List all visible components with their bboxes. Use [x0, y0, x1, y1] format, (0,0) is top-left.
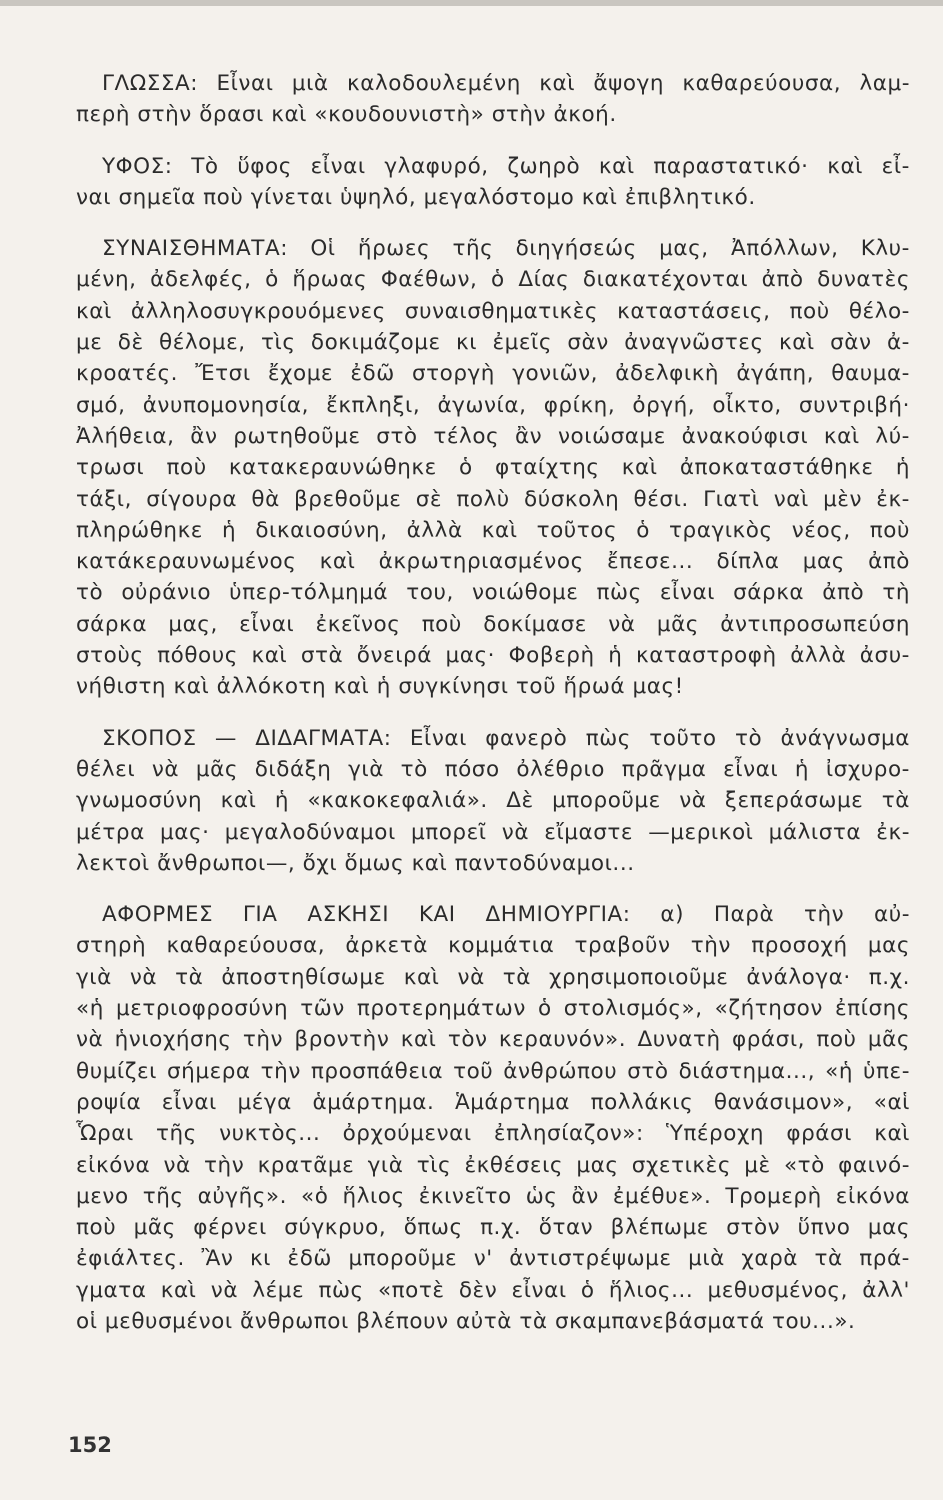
text-line: γνωμοσύνη καὶ ἡ «κακοκεφαλιά». Δὲ μποροῦμε νὰ ξεπεράσωμε τὰ: [76, 788, 910, 814]
text-line: «ἡ μετριοφροσύνη τῶν προτερημάτων ὁ στολισμός», «ζήτησον ἐπίσης: [76, 996, 910, 1022]
page-number: 152: [68, 1433, 112, 1457]
text-line: ΑΦΟΡΜΕΣ ΓΙΑ ΑΣΚΗΣΙ ΚΑΙ ΔΗΜΙΟΥΡΓΙΑ: α) Παρὰ τὴν αὐ-: [102, 902, 910, 928]
text-line: ροψία εἶναι μέγα ἁμάρτημα. Ἁμάρτημα πολλάκις θανάσιμον», «αἱ: [76, 1089, 910, 1115]
text-line: καὶ ἀλληλοσυγκρουόμενες συναισθηματικὲς καταστάσεις, ποὺ θέλο-: [76, 298, 910, 324]
text-line: ποὺ μᾶς φέρνει σύγκρυο, ὅπως π.χ. ὅταν βλέπωμε στὸν ὕπνο μας: [76, 1215, 910, 1241]
text-line: γματα καὶ νὰ λέμε πὼς «ποτὲ δὲν εἶναι ὁ ἥλιος... μεθυσμένος, ἀλλ': [76, 1277, 910, 1303]
text-line: τὸ οὐράνιο ὑπερ-τόλμημά του, νοιώθομε πὼς εἶναι σάρκα ἀπὸ τὴ: [76, 580, 910, 606]
text-line: ναι σημεῖα ποὺ γίνεται ὑψηλό, μεγαλόστομο καὶ ἐπιβλητικό.: [76, 184, 756, 210]
document-page: [76, 68, 910, 1337]
text-line: στηρὴ καθαρεύουσα, ἀρκετὰ κομμάτια τραβοῦν τὴν προσοχή μας: [76, 933, 910, 959]
text-line: ΥΦΟΣ: Τὸ ὕφος εἶναι γλαφυρό, ζωηρὸ καὶ παραστατικό· καὶ εἶ-: [102, 153, 910, 179]
text-line: εἰκόνα νὰ τὴν κρατᾶμε γιὰ τὶς ἐκθέσεις μας σχετικὲς μὲ «τὸ φαινό-: [76, 1152, 910, 1178]
text-line: ἐφιάλτες. Ἂν κι ἐδῶ μποροῦμε ν' ἀντιστρέψωμε μιὰ χαρὰ τὰ πρά-: [76, 1246, 910, 1272]
text-line: με δὲ θέλομε, τὶς δοκιμάζομε κι ἐμεῖς σὰν ἀναγνῶστες καὶ σὰν ἀ-: [76, 330, 910, 356]
text-line: μέτρα μας· μεγαλοδύναμοι μπορεῖ νὰ εἴμαστε —μερικοὶ μάλιστα ἐκ-: [76, 819, 910, 845]
text-line: γιὰ νὰ τὰ ἀποστηθίσωμε καὶ νὰ τὰ χρησιμοποιοῦμε ἀνάλογα· π.χ.: [76, 964, 910, 990]
text-line: νὰ ἡνιοχήσης τὴν βροντὴν καὶ τὸν κεραυνόν». Δυνατὴ φράσι, ποὺ μᾶς: [76, 1027, 910, 1053]
text-line: λεκτοὶ ἄνθρωποι—, ὄχι ὅμως καὶ παντοδύναμοι...: [76, 850, 635, 876]
page-top-edge: [0, 0, 943, 6]
paragraph-style: [76, 151, 910, 214]
text-line: πληρώθηκε ἡ δικαιοσύνη, ἀλλὰ καὶ τοῦτος ὁ τραγικὸς νέος, ποὺ: [76, 517, 910, 543]
text-line: ΣΥΝΑΙΣΘΗΜΑΤΑ: Οἱ ἥρωες τῆς διηγήσεώς μας, Ἀπόλλων, Κλυ-: [102, 236, 910, 262]
paragraph-exercises: [76, 899, 910, 1337]
text-line: τάξι, σίγουρα θὰ βρεθοῦμε σὲ πολὺ δύσκολη θέσι. Γιατὶ ναὶ μὲν ἐκ-: [76, 486, 910, 512]
text-line: Ὧραι τῆς νυκτὸς... ὀρχούμεναι ἐπλησίαζον»: Ὑπέροχη φράσι καὶ: [76, 1121, 910, 1147]
text-line: στοὺς πόθους καὶ στὰ ὄνειρά μας· Φοβερὴ ἡ καταστροφὴ ἀλλὰ ἀσυ-: [76, 643, 910, 669]
text-line: ΣΚΟΠΟΣ — ΔΙΔΑΓΜΑΤΑ: Εἶναι φανερὸ πὼς τοῦτο τὸ ἀνάγνωσμα: [102, 725, 910, 751]
text-line: νήθιστη καὶ ἀλλόκοτη καὶ ἡ συγκίνησι τοῦ ἥρωά μας!: [76, 674, 684, 700]
text-line: περὴ στὴν ὅρασι καὶ «κουδουνιστὴ» στὴν ἀκοή.: [76, 102, 617, 128]
text-line: θυμίζει σήμερα τὴν προσπάθεια τοῦ ἀνθρώπου στὸ διάστημα..., «ἡ ὑπε-: [76, 1058, 910, 1084]
text-line: τρωσι ποὺ κατακεραυνώθηκε ὁ φταίχτης καὶ ἀποκαταστάθηκε ἡ: [76, 455, 910, 481]
text-line: κροατές. Ἔτσι ἔχομε ἐδῶ στοργὴ γονιῶν, ἀδελφικὴ ἀγάπη, θαυμα-: [76, 361, 910, 387]
paragraph-emotions: [76, 233, 910, 702]
text-line: Ἀλήθεια, ἂν ρωτηθοῦμε στὸ τέλος ἂν νοιώσαμε ἀνακούφισι καὶ λύ-: [76, 423, 910, 449]
text-line: σμό, ἀνυπομονησία, ἔκπληξι, ἀγωνία, φρίκη, ὀργή, οἶκτο, συντριβή·: [76, 392, 910, 418]
paragraph-purpose: [76, 723, 910, 879]
text-line: μένη, ἀδελφές, ὁ ἥρωας Φαέθων, ὁ Δίας διακατέχονται ἀπὸ δυνατὲς: [76, 267, 910, 293]
text-line: θέλει νὰ μᾶς διδάξη γιὰ τὸ πόσο ὀλέθριο πρᾶγμα εἶναι ἡ ἰσχυρο-: [76, 756, 910, 782]
text-line: κατάκεραυνωμένος καὶ ἀκρωτηριασμένος ἔπεσε... δίπλα μας ἀπὸ: [76, 549, 910, 575]
paragraph-language: [76, 68, 910, 131]
text-line: σάρκα μας, εἶναι ἐκεῖνος ποὺ δοκίμασε νὰ μᾶς ἀντιπροσωπεύση: [76, 611, 910, 637]
text-line: ΓΛΩΣΣΑ: Εἶναι μιὰ καλοδουλεμένη καὶ ἄψογη καθαρεύουσα, λαμ-: [102, 71, 910, 96]
text-line: οἱ μεθυσμένοι ἄνθρωποι βλέπουν αὐτὰ τὰ σκαμπανεβάσματά του...».: [76, 1308, 856, 1334]
text-line: μενο τῆς αὐγῆς». «ὁ ἥλιος ἐκινεῖτο ὡς ἂν ἐμέθυε». Τρομερὴ εἰκόνα: [76, 1183, 910, 1209]
